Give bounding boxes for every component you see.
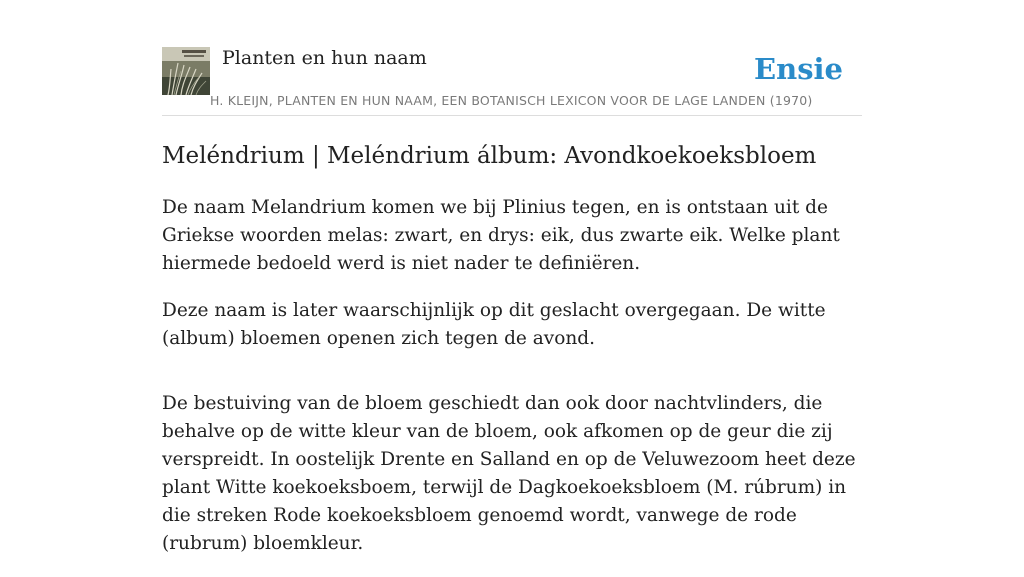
dictionary-avatar[interactable] <box>162 47 210 95</box>
content-container <box>162 0 862 577</box>
book-cover-icon <box>162 47 210 95</box>
paragraph: De naam Melandrium komen we bij Plinius tegen, en is ontstaan uit de Griekse woorden melas: zwart, en drys: eik, dus zwarte eik. Welke plant hiermede bedoeld werd is niet nader te definiëren. <box>162 197 840 274</box>
entry-title: Meléndrium | Meléndrium álbum: Avondkoekoeksbloem <box>162 143 817 169</box>
dictionary-title[interactable]: Planten en hun naam <box>222 47 427 69</box>
source-citation: H. KLEIJN, PLANTEN EN HUN NAAM, EEN BOTANISCH LEXICON VOOR DE LAGE LANDEN (1970) <box>210 93 813 108</box>
page-header <box>162 0 862 116</box>
paragraph: De bestuiving van de bloem geschiedt dan ook door nachtvlinders, die behalve op de witte kleur van de bloem, ook afkomen op de geur die zij verspreidt. In oostelijk Drente en Salland en op de Veluwezoom heet deze plant Witte koekoeksboem, terwijl de Dagkoekoeksbloem (M. rúbrum) in die streken Rode koekoeksbloem genoemd wordt, vanwege de rode (rubrum) bloemkleur. <box>162 393 856 554</box>
brand-logo[interactable]: Ensie <box>754 52 843 86</box>
entry-body <box>162 194 862 558</box>
paragraph: Deze naam is later waarschijnlijk op dit geslacht overgegaan. De witte (album) bloemen openen zich tegen de avond. <box>162 300 826 349</box>
